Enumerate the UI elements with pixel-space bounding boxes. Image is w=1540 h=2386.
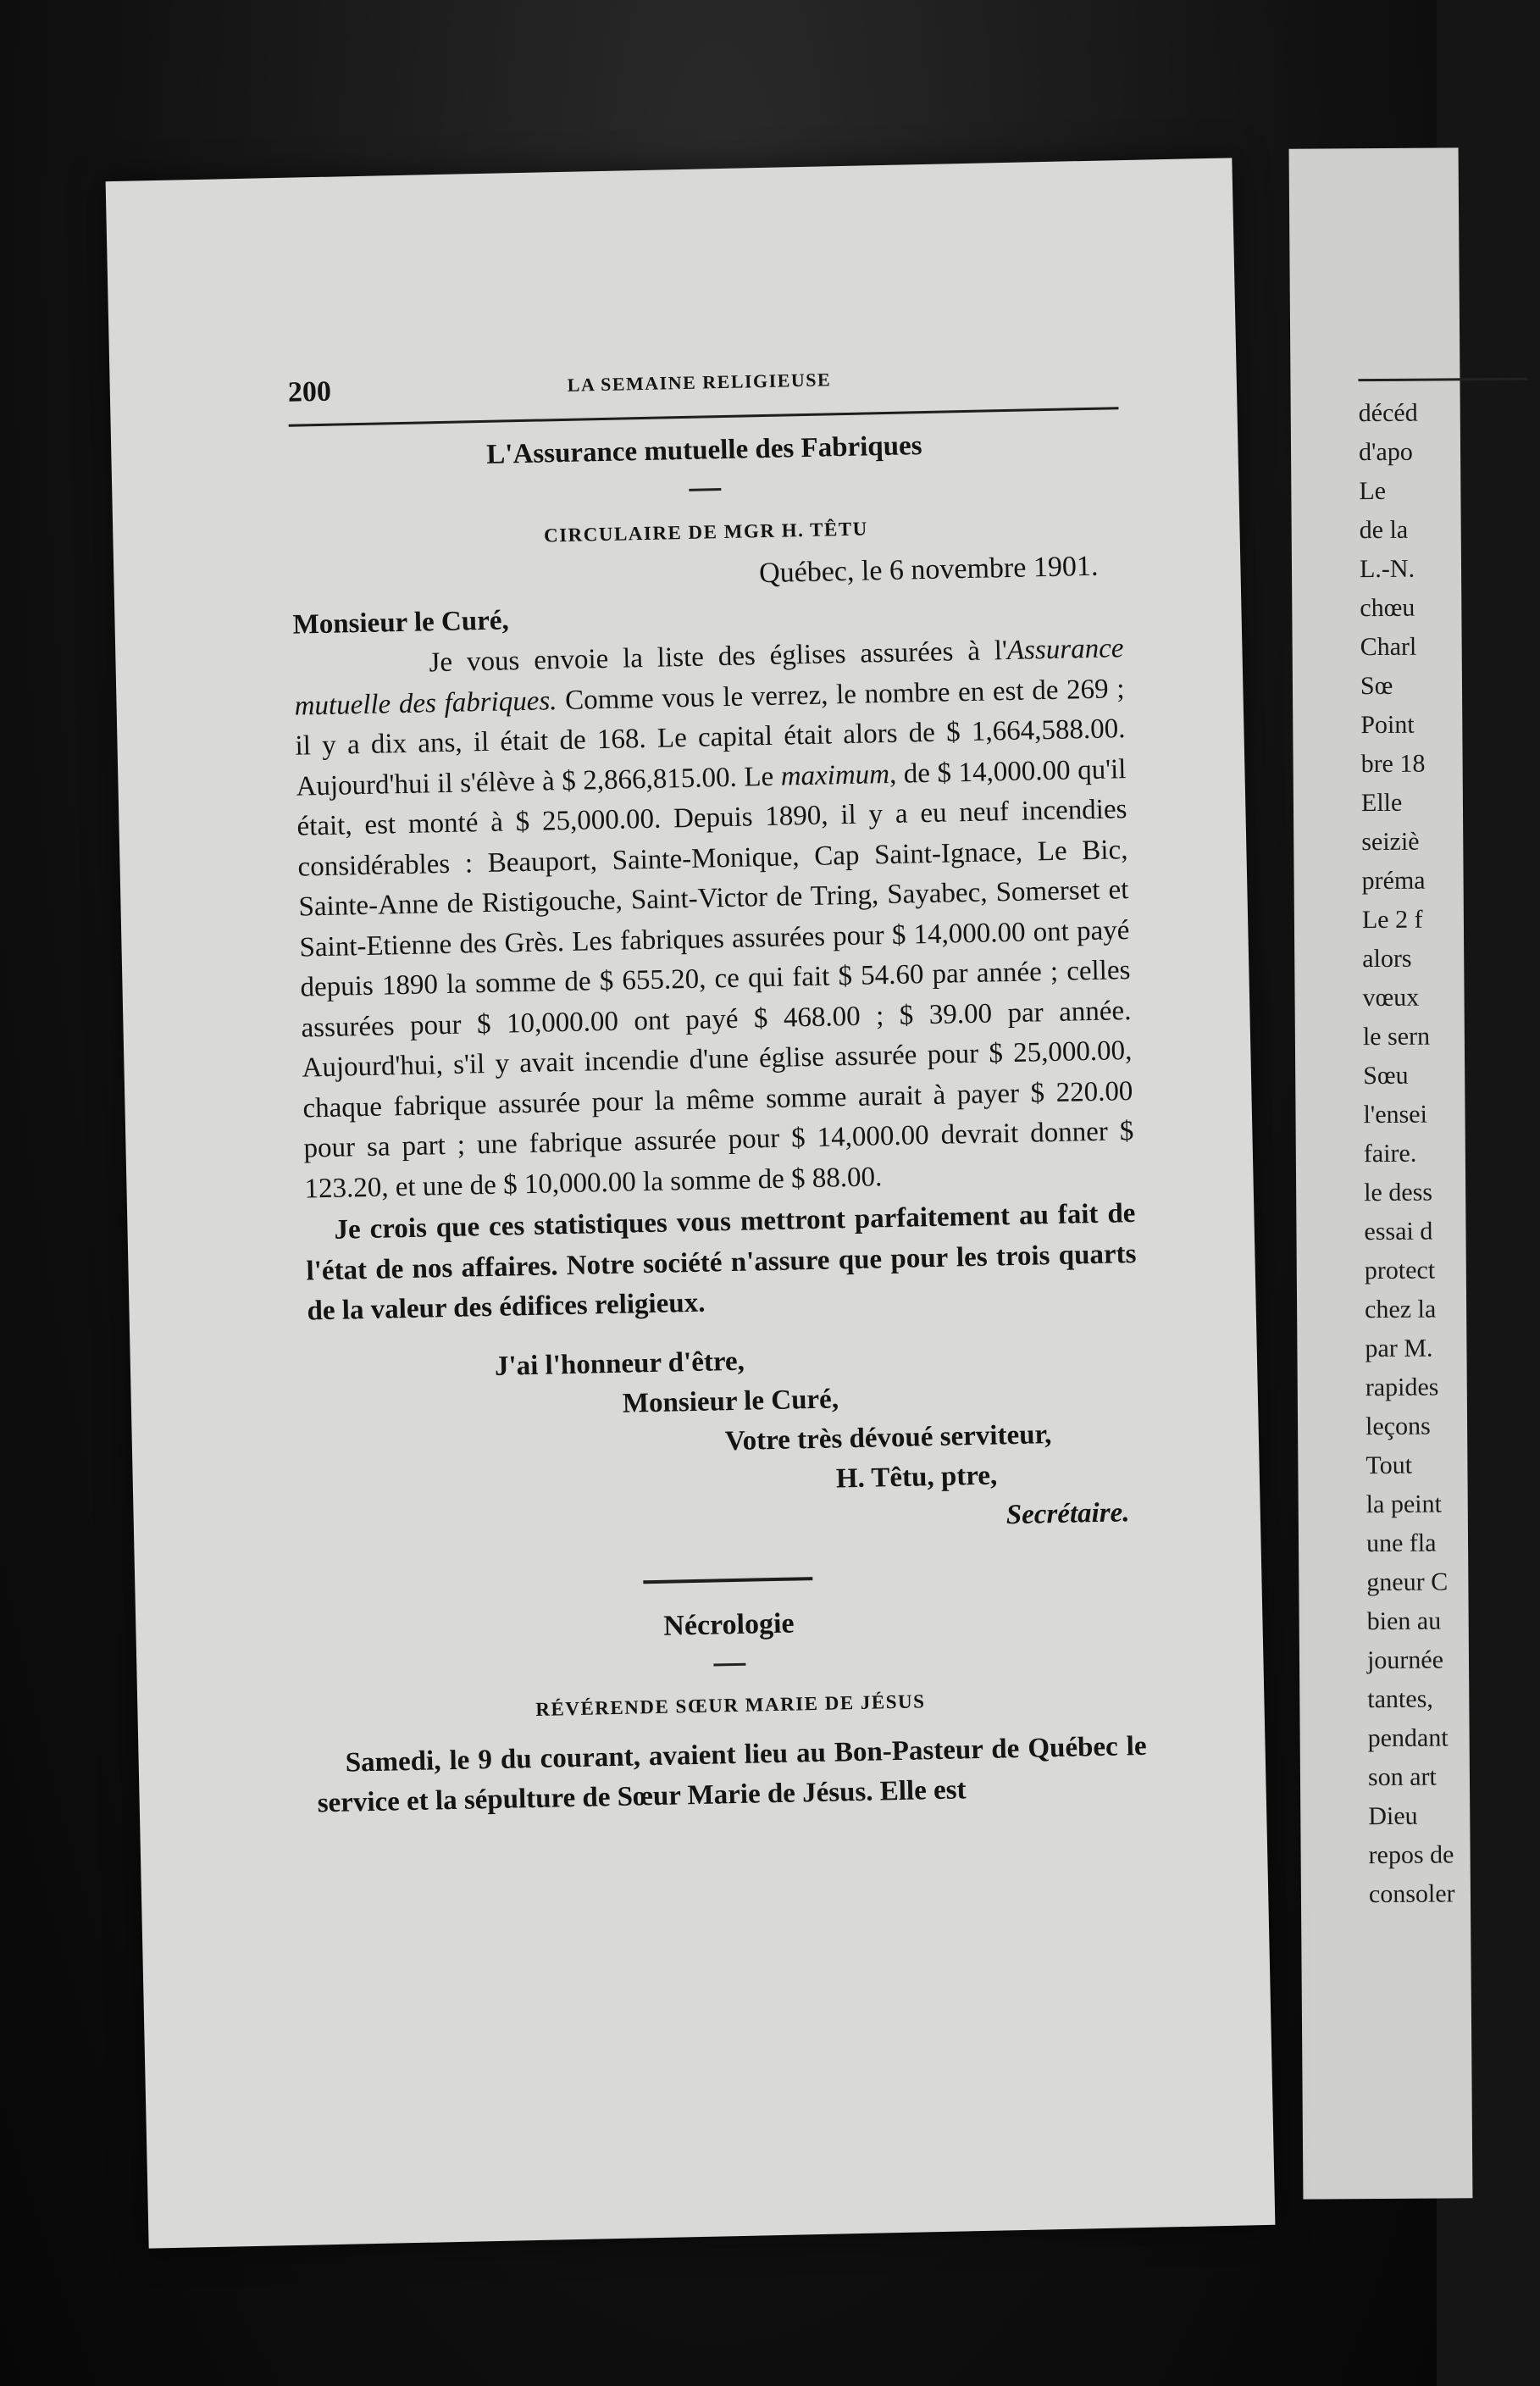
section-rule <box>643 1577 812 1584</box>
adjacent-page-line: Dieu <box>1368 1801 1418 1831</box>
adjacent-page-line: décéd <box>1358 398 1418 428</box>
adjacent-page-line: consoler <box>1368 1879 1455 1909</box>
closing-line-2: Monsieur le Curé, <box>622 1383 839 1419</box>
adjacent-page-line: L.-N. <box>1359 554 1415 584</box>
adjacent-page-line: pendant <box>1367 1723 1449 1753</box>
p1-text-b: , de $ 14,000.00 qu'il était, est monté à $ 25,000.00. Depuis 1890, il y a eu neuf incendies considérables : Beauport, Sainte-Monique, Cap Saint-Ignace, Le Bic, Sainte-Anne de Ristigouche, Saint-Victor de Tring, Sayabec, Somerset et Saint-Etienne des Grès. Les fabriques assurées pour $ 14,000.00 ont payé depuis 1890 la somme de $ 655.20, ce qui fait $ 54.60 par année ; celles assurées pour $ 10,000.00 ont payé $ 468.00 ; $ 39.00 par année. Aujourd'hui, s'il y avait incendie d'une église assurée pour $ 25,000.00, chaque fabrique assurée pour la même somme aurait à payer $ 220.00 pour sa part ; une fabrique assurée pour $ 14,000.00 devrait donner $ 123.20, et une de $ 10,000.00 la somme de $ 88.00. <box>296 753 1134 1205</box>
adjacent-page-line: rapides <box>1365 1373 1439 1402</box>
adjacent-page <box>1289 147 1473 2199</box>
adjacent-page-line: la peint <box>1366 1490 1442 1519</box>
p1-italic-2: maximum <box>780 758 890 792</box>
closing-line-1: J'ai l'honneur d'être, <box>494 1346 745 1382</box>
article-subheading: CIRCULAIRE DE MGR H. TÊTU <box>543 518 869 547</box>
obituary-title: Nécrologie <box>662 1607 795 1642</box>
adjacent-page-line: faire. <box>1363 1139 1417 1168</box>
obituary-body <box>316 1726 1148 1823</box>
document-page <box>106 158 1276 2248</box>
adjacent-page-line: alors <box>1362 944 1412 974</box>
adjacent-page-line: essai d <box>1364 1217 1433 1246</box>
adjacent-page-line: Point <box>1360 710 1415 740</box>
paragraph-2: Je crois que ces statistiques vous mettront parfaitement au fait de l'état de nos affaires. Notre société n'assure que pour les trois quarts de la valeur des édifices religieux. <box>306 1198 1137 1327</box>
adjacent-page-line: repos de <box>1368 1840 1454 1870</box>
letter-body <box>293 629 1138 1332</box>
adjacent-page-line: le dess <box>1364 1178 1433 1207</box>
page-content <box>287 359 1148 1823</box>
p1-text-a: Comme vous le verrez, le nombre en est de 269 ; il y a dix ans, il était de 168. Le capital était alors de $ 1,664,588.00. Aujourd'hui il s'élève à $ 2,866,815.00. Le <box>295 673 1126 802</box>
adjacent-page-line: gneur C <box>1366 1568 1449 1597</box>
adjacent-page-line: Sœu <box>1363 1061 1409 1090</box>
obituary-paragraph: Samedi, le 9 du courant, avaient lieu au Bon-Pasteur de Québec le service et la sépulture de Sœur Marie de Jésus. Elle est <box>317 1730 1147 1818</box>
salutation: Monsieur le Curé, <box>292 605 510 641</box>
adjacent-page-line: de la <box>1359 515 1409 545</box>
signature-title: Secrétaire. <box>1005 1496 1130 1530</box>
adjacent-page-line: tantes, <box>1367 1684 1433 1714</box>
adjacent-page-line: chez la <box>1365 1295 1437 1324</box>
adjacent-page-line: Le <box>1359 476 1387 506</box>
adjacent-page-line: préma <box>1361 866 1426 896</box>
adjacent-page-line: seiziè <box>1361 827 1420 857</box>
adjacent-page-line: chœu <box>1360 593 1415 623</box>
p1-italic: Assurance mutuelle des fabriques. <box>294 633 1124 722</box>
adjacent-page-line: journée <box>1366 1645 1444 1675</box>
obituary-subheading: RÉVÉRENDE SŒUR MARIE DE JÉSUS <box>535 1690 926 1720</box>
adjacent-page-text <box>1359 393 1455 1914</box>
adjacent-page-line: son art <box>1367 1762 1437 1792</box>
paragraph-1 <box>293 629 1135 1209</box>
adjacent-page-line: vœux <box>1362 983 1420 1013</box>
adjacent-page-line: le sern <box>1362 1022 1431 1052</box>
closing-line-3: Votre très dévoué serviteur, <box>724 1418 1052 1457</box>
adjacent-page-rule <box>1358 378 1527 381</box>
adjacent-page-line: d'apo <box>1358 437 1413 467</box>
adjacent-page-line: protect <box>1364 1256 1436 1285</box>
article-title: L'Assurance mutuelle des Fabriques <box>485 430 922 470</box>
adjacent-page-line: par M. <box>1365 1334 1433 1363</box>
title-dash <box>689 488 721 491</box>
adjacent-page-line: l'ensei <box>1363 1100 1428 1129</box>
adjacent-page-line: Le 2 f <box>1361 905 1423 935</box>
adjacent-page-line: Sœ <box>1360 671 1393 701</box>
page-number: 200 <box>287 375 332 408</box>
adjacent-page-line: Tout <box>1366 1451 1413 1480</box>
signature: H. Têtu, ptre, <box>835 1459 998 1494</box>
adjacent-page-line: leçons <box>1365 1412 1431 1441</box>
adjacent-page-line: bien au <box>1366 1606 1442 1636</box>
adjacent-page-line: Elle <box>1360 788 1403 818</box>
adjacent-page-line: bre 18 <box>1360 749 1426 779</box>
dateline: Québec, le 6 novembre 1901. <box>758 550 1099 590</box>
running-title: LA SEMAINE RELIGIEUSE <box>567 369 832 396</box>
adjacent-page-line: une fla <box>1366 1529 1437 1558</box>
adjacent-page-line: Charl <box>1360 632 1417 662</box>
obituary-dash <box>713 1662 745 1666</box>
p1-lead: Je vous envoie la liste des églises assurées à l' <box>429 635 1008 679</box>
